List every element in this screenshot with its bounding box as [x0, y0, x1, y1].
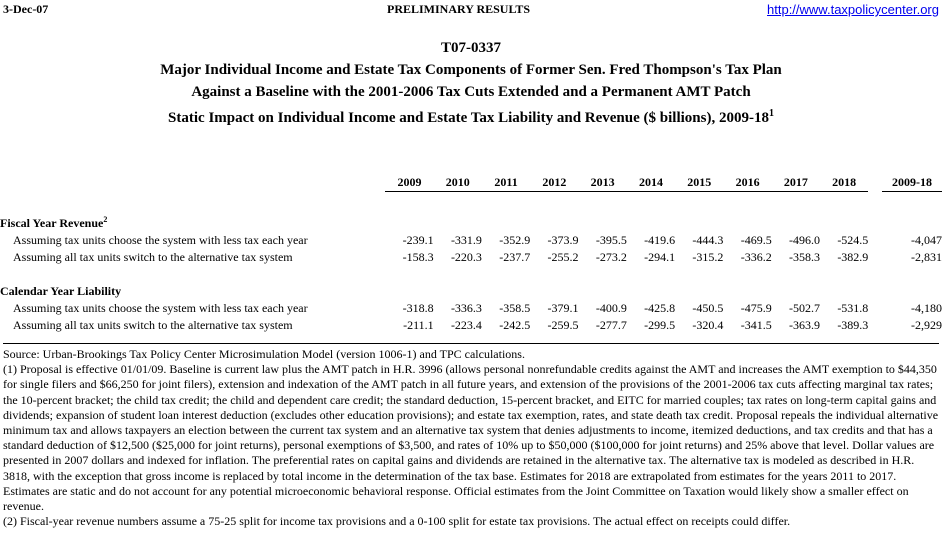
title-block	[0, 37, 942, 125]
value-cell: -379.1	[547, 301, 579, 315]
column-gap	[868, 249, 882, 266]
column-gap	[868, 317, 882, 334]
table-id: T07-0337	[441, 40, 501, 56]
value-cell: -318.8	[402, 301, 434, 315]
row-label: Assuming all tax units switch to the alternative tax system	[13, 318, 293, 332]
value-cell: -419.6	[644, 233, 676, 247]
column-header: 2014	[627, 174, 675, 192]
column-header: 2013	[579, 174, 627, 192]
title-line-2: Against a Baseline with the 2001-2006 Tax Cuts Extended and a Permanent AMT Patch	[191, 84, 751, 100]
row-label: Assuming tax units choose the system with less tax each year	[13, 233, 308, 247]
website-link[interactable]: http://www.taxpolicycenter.org	[767, 2, 939, 17]
value-cell: -400.9	[595, 301, 627, 315]
value-cell: -2,929	[911, 318, 942, 332]
table-row	[0, 317, 942, 334]
column-gap	[868, 232, 882, 249]
row-label: Assuming tax units choose the system with less tax each year	[13, 301, 308, 315]
footnote-1: (1) Proposal is effective 01/01/09. Baseline is current law plus the AMT patch in H.R. 3996 (allows personal nonrefundable credits against the AMT and increases the AMT exemption to $44,350 for single filers and $66,250 for joint filers), extension and indexation of the AMT patch in all future years, and extension of the provisions of the 2001-2006 tax cuts affecting marginal tax rates; the 10-percent bracket; the child tax credit; the child and dependent care credit; the standard deduction, 15-percent bracket, and EITC for married couples; tax rates on long-term capital gains and dividends; expansion of student loan interest deduction (excludes other education provisions); and estate tax exemption, rates, and state death tax credit. Proposal repeals the individual alternative minimum tax and allows taxpayers an election between the current tax system and an alternative tax system that denies adjustments to income, itemized deductions, and tax credits and that has a standard deduction of $12,500 ($25,000 for joint returns), personal exemptions of $3,500, and rates of 10% up to $50,000 ($100,000 for joint returns) and 25% above that level. Dollar values are presented in 2007 dollars and indexed for inflation. The preferential rates on capital gains and dividends are retained in the alternative tax. The alternative tax is modeled as described in H.R. 3818, with the exception that gross income is replaced by total income in the determination of the tax base. Estimates for 2018 are extrapolated from estimates for the years 2011 to 2017. Estimates are static and do not account for any potential microeconomic behavioral response. Official estimates from the Joint Committee on Taxation would likely show a smaller effect on revenue.	[3, 362, 939, 514]
value-cell: -331.9	[450, 233, 482, 247]
value-cell: -524.5	[837, 233, 869, 247]
footnote-2: (2) Fiscal-year revenue numbers assume a 75-25 split for income tax provisions and a 0-100 split for estate tax provisions. The actual effect on receipts could differ.	[3, 514, 791, 529]
value-cell: -389.3	[837, 318, 869, 332]
value-cell: -358.3	[789, 250, 821, 264]
value-cell: -496.0	[789, 233, 821, 247]
value-cell: -4,180	[911, 301, 942, 315]
column-header: 2018	[820, 174, 868, 192]
value-cell: -273.2	[595, 250, 627, 264]
column-header: 2009-18	[882, 174, 942, 192]
value-cell: -382.9	[837, 250, 869, 264]
value-cell: -299.5	[644, 318, 676, 332]
header-row	[0, 174, 942, 192]
value-cell: -320.4	[692, 318, 724, 332]
column-header: 2015	[675, 174, 723, 192]
column-header: 2016	[723, 174, 771, 192]
value-cell: -531.8	[837, 301, 869, 315]
section-title	[0, 283, 942, 300]
value-cell: -4,047	[911, 233, 942, 247]
value-cell: -341.5	[740, 318, 772, 332]
value-cell: -352.9	[499, 233, 531, 247]
column-gap	[868, 174, 882, 192]
value-cell: -363.9	[789, 318, 821, 332]
value-cell: -502.7	[789, 301, 821, 315]
value-cell: -358.5	[499, 301, 531, 315]
column-header: 2017	[772, 174, 820, 192]
value-cell: -336.3	[450, 301, 482, 315]
column-header: 2010	[434, 174, 482, 192]
row-label: Assuming all tax units switch to the alternative tax system	[13, 250, 293, 264]
column-header: 2012	[530, 174, 578, 192]
column-gap	[868, 300, 882, 317]
source-note: Source: Urban-Brookings Tax Policy Center Microsimulation Model (version 1006-1) and TPC calculations.	[3, 347, 525, 361]
section-row	[0, 211, 942, 232]
value-cell: -259.5	[547, 318, 579, 332]
report-date: 3-Dec-07	[3, 2, 49, 16]
notes-block	[3, 343, 939, 529]
value-cell: -475.9	[740, 301, 772, 315]
value-cell: -315.2	[692, 250, 724, 264]
page-header	[3, 2, 939, 18]
section-title	[0, 211, 942, 232]
section-row	[0, 283, 942, 300]
spacer-row	[0, 192, 942, 212]
table-row	[0, 300, 942, 317]
value-cell: -255.2	[547, 250, 579, 264]
value-cell: -395.5	[595, 233, 627, 247]
section-footnote-marker: 2	[103, 215, 108, 224]
value-cell: -239.1	[402, 233, 434, 247]
value-cell: -277.7	[595, 318, 627, 332]
section-title-text: Fiscal Year Revenue	[0, 216, 104, 230]
value-cell: -294.1	[644, 250, 676, 264]
title-line-1: Major Individual Income and Estate Tax Components of Former Sen. Fred Thompson's Tax Plan	[160, 62, 782, 78]
value-cell: -158.3	[402, 250, 434, 264]
section-title-text: Calendar Year Liability	[0, 284, 122, 298]
spacer-row	[0, 266, 942, 283]
value-cell: -450.5	[692, 301, 724, 315]
value-cell: -2,831	[911, 250, 942, 264]
table-row	[0, 249, 942, 266]
column-header: 2011	[482, 174, 530, 192]
spacer-cell	[0, 266, 942, 283]
results-table	[0, 174, 942, 334]
value-cell: -211.1	[403, 318, 434, 332]
spacer-cell	[0, 192, 942, 212]
value-cell: -242.5	[499, 318, 531, 332]
title-line-3: Static Impact on Individual Income and Estate Tax Liability and Revenue ($ billions), $2009-18^1$	[168, 108, 774, 126]
value-cell: -237.7	[499, 250, 531, 264]
value-cell: -220.3	[450, 250, 482, 264]
value-cell: -336.2	[740, 250, 772, 264]
header-label-cell	[0, 174, 385, 192]
table-row	[0, 232, 942, 249]
value-cell: -469.5	[740, 233, 772, 247]
status-label: PRELIMINARY RESULTS	[387, 2, 531, 16]
title-footnote-marker: 1	[768, 108, 774, 119]
value-cell: -223.4	[450, 318, 482, 332]
value-cell: -444.3	[692, 233, 724, 247]
value-cell: -373.9	[547, 233, 579, 247]
value-cell: -425.8	[644, 301, 676, 315]
column-header: 2009	[385, 174, 433, 192]
